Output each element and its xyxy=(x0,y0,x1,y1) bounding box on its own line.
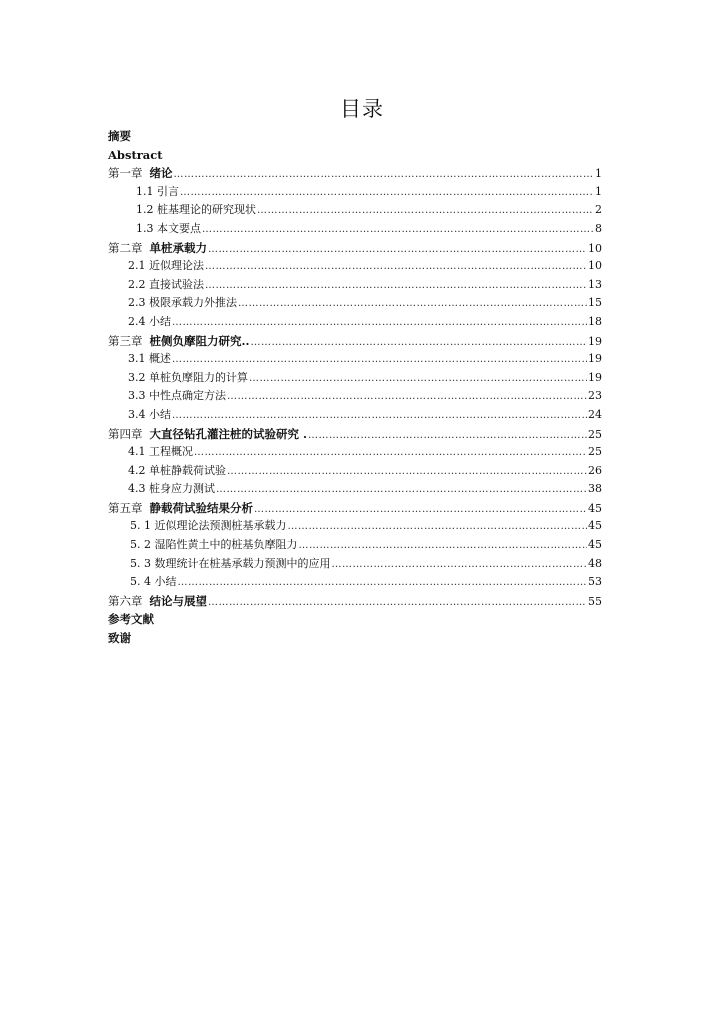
toc-chapter-title: 大直径钻孔灌注桩的试验研究 . xyxy=(149,426,308,441)
toc-page-number: 19 xyxy=(588,370,602,384)
toc-chapter-number: 第六章 xyxy=(108,593,143,608)
toc-page-number: 55 xyxy=(588,594,602,608)
toc-page-number: 53 xyxy=(588,575,602,589)
toc-page-title: 目录 xyxy=(340,97,384,121)
toc-entry-text: 参考文献 xyxy=(108,612,154,627)
toc-leader xyxy=(205,258,587,277)
toc-page-number: 1 xyxy=(595,184,602,198)
toc-section-3-4[interactable] xyxy=(108,406,602,425)
toc-section-title: 3.2 单桩负摩阻力的计算 xyxy=(128,370,248,384)
toc-page-number: 45 xyxy=(588,501,602,515)
toc-leader xyxy=(180,184,594,203)
toc-leader xyxy=(288,518,588,537)
toc-leader xyxy=(332,556,588,575)
toc-section-3-2[interactable] xyxy=(108,369,602,388)
toc-page-number: 8 xyxy=(595,221,602,235)
toc-section-1-3[interactable] xyxy=(108,220,602,239)
toc-section-2-3[interactable] xyxy=(108,294,602,313)
toc-chapter-4[interactable] xyxy=(108,425,602,444)
toc-page-number: 10 xyxy=(588,241,602,255)
toc-section-3-3[interactable] xyxy=(108,387,602,406)
toc-entry-text: Abstract xyxy=(108,147,163,162)
toc-page-number: 19 xyxy=(588,334,602,348)
toc-leader xyxy=(227,463,587,482)
toc-page-number: 18 xyxy=(588,314,602,328)
toc-chapter-title: 单桩承载力 xyxy=(149,240,207,255)
toc-leader xyxy=(257,202,594,221)
toc-entry-text: 摘要 xyxy=(108,129,131,143)
toc-section-title: 5. 4 小结 xyxy=(130,575,177,589)
toc-section-title: 1.3 本文要点 xyxy=(136,221,201,235)
toc-section-title: 2.4 小结 xyxy=(128,314,171,328)
toc-leader xyxy=(227,388,587,407)
toc-page-number: 48 xyxy=(588,556,602,570)
toc-section-5-3[interactable] xyxy=(108,555,602,574)
toc-entry-acknowledgements[interactable] xyxy=(108,629,602,648)
toc-leader xyxy=(178,574,588,593)
toc-leader xyxy=(249,370,587,389)
toc-page-number: 10 xyxy=(588,259,602,273)
toc-entry-abstract-cn[interactable] xyxy=(108,127,602,146)
toc-page-number: 38 xyxy=(588,482,602,496)
toc-page-number: 26 xyxy=(588,463,602,477)
toc-chapter-number: 第三章 xyxy=(108,333,143,348)
toc-section-title: 5. 3 数理统计在桩基承载力预测中的应用 xyxy=(130,556,331,570)
toc-section-4-2[interactable] xyxy=(108,462,602,481)
toc-section-title: 3.3 中性点确定方法 xyxy=(128,389,226,403)
toc-page-number: 13 xyxy=(588,277,602,291)
toc-chapter-title: 静载荷试验结果分析 xyxy=(149,500,253,515)
toc-leader xyxy=(205,277,587,296)
toc-leader xyxy=(254,501,587,520)
toc-section-title: 4.2 单桩静载荷试验 xyxy=(128,463,226,477)
toc-section-2-4[interactable] xyxy=(108,313,602,332)
toc-leader xyxy=(172,314,587,333)
toc-section-title: 2.2 直接试验法 xyxy=(128,277,204,291)
toc-page-number: 19 xyxy=(588,352,602,366)
toc-chapter-number: 第五章 xyxy=(108,500,143,515)
toc-section-title: 3.4 小结 xyxy=(128,407,171,421)
toc-page-number: 24 xyxy=(588,407,602,421)
toc-page-number: 2 xyxy=(595,203,602,217)
toc-entry-abstract-en[interactable] xyxy=(108,146,602,165)
toc-section-5-2[interactable] xyxy=(108,536,602,555)
toc-chapter-1[interactable] xyxy=(108,164,602,183)
toc-leader xyxy=(238,295,587,314)
toc-leader xyxy=(251,334,587,353)
toc-section-title: 1.2 桩基理论的研究现状 xyxy=(136,203,256,217)
toc-section-title: 5. 1 近似理论法预测桩基承载力 xyxy=(130,519,287,533)
toc-chapter-title: 结论与展望 xyxy=(149,593,207,608)
toc-section-4-3[interactable] xyxy=(108,480,602,499)
toc-section-5-4[interactable] xyxy=(108,573,602,592)
toc-page-number: 23 xyxy=(588,389,602,403)
toc-page-number: 25 xyxy=(588,445,602,459)
toc-section-title: 1.1 引言 xyxy=(136,184,179,198)
toc-leader xyxy=(194,444,587,463)
toc-leader xyxy=(216,481,587,500)
toc-section-title: 5. 2 湿陷性黄土中的桩基负摩阻力 xyxy=(130,538,298,552)
toc-chapter-2[interactable] xyxy=(108,239,602,258)
toc-chapter-5[interactable] xyxy=(108,499,602,518)
toc-section-title: 4.3 桩身应力测试 xyxy=(128,482,215,496)
toc-section-2-2[interactable] xyxy=(108,276,602,295)
toc-chapter-number: 第四章 xyxy=(108,426,143,441)
toc-page-number: 45 xyxy=(588,538,602,552)
toc-section-title: 3.1 概述 xyxy=(128,352,171,366)
toc-leader xyxy=(208,241,587,260)
toc-chapter-3[interactable] xyxy=(108,332,602,351)
toc-leader xyxy=(174,166,595,185)
toc-section-2-1[interactable] xyxy=(108,257,602,276)
toc-leader xyxy=(172,351,587,370)
toc-section-title: 4.1 工程概况 xyxy=(128,445,193,459)
toc-section-3-1[interactable] xyxy=(108,350,602,369)
toc-page-number: 1 xyxy=(595,167,602,181)
toc-page-number: 45 xyxy=(588,519,602,533)
toc-chapter-6[interactable] xyxy=(108,592,602,611)
toc-section-1-2[interactable] xyxy=(108,201,602,220)
toc-page-number: 25 xyxy=(588,427,602,441)
toc-section-1-1[interactable] xyxy=(108,183,602,202)
toc-leader xyxy=(299,537,588,556)
toc-section-4-1[interactable] xyxy=(108,443,602,462)
toc-page-number: 15 xyxy=(588,296,602,310)
toc-leader xyxy=(202,221,594,240)
toc-leader xyxy=(308,427,587,446)
toc-entry-text: 致谢 xyxy=(108,631,131,646)
toc-leader xyxy=(172,407,587,426)
toc-section-title: 2.1 近似理论法 xyxy=(128,259,204,273)
toc-entry-references[interactable] xyxy=(108,610,602,629)
toc-chapter-number: 第一章 xyxy=(108,166,143,181)
table-of-contents xyxy=(108,127,602,648)
toc-section-5-1[interactable] xyxy=(108,517,602,536)
toc-chapter-title: 绪论 xyxy=(149,166,173,181)
toc-chapter-number: 第二章 xyxy=(108,240,143,255)
toc-chapter-title: 桩侧负摩阻力研究.. xyxy=(149,333,250,348)
toc-section-title: 2.3 极限承载力外推法 xyxy=(128,296,237,310)
toc-leader xyxy=(208,594,587,613)
